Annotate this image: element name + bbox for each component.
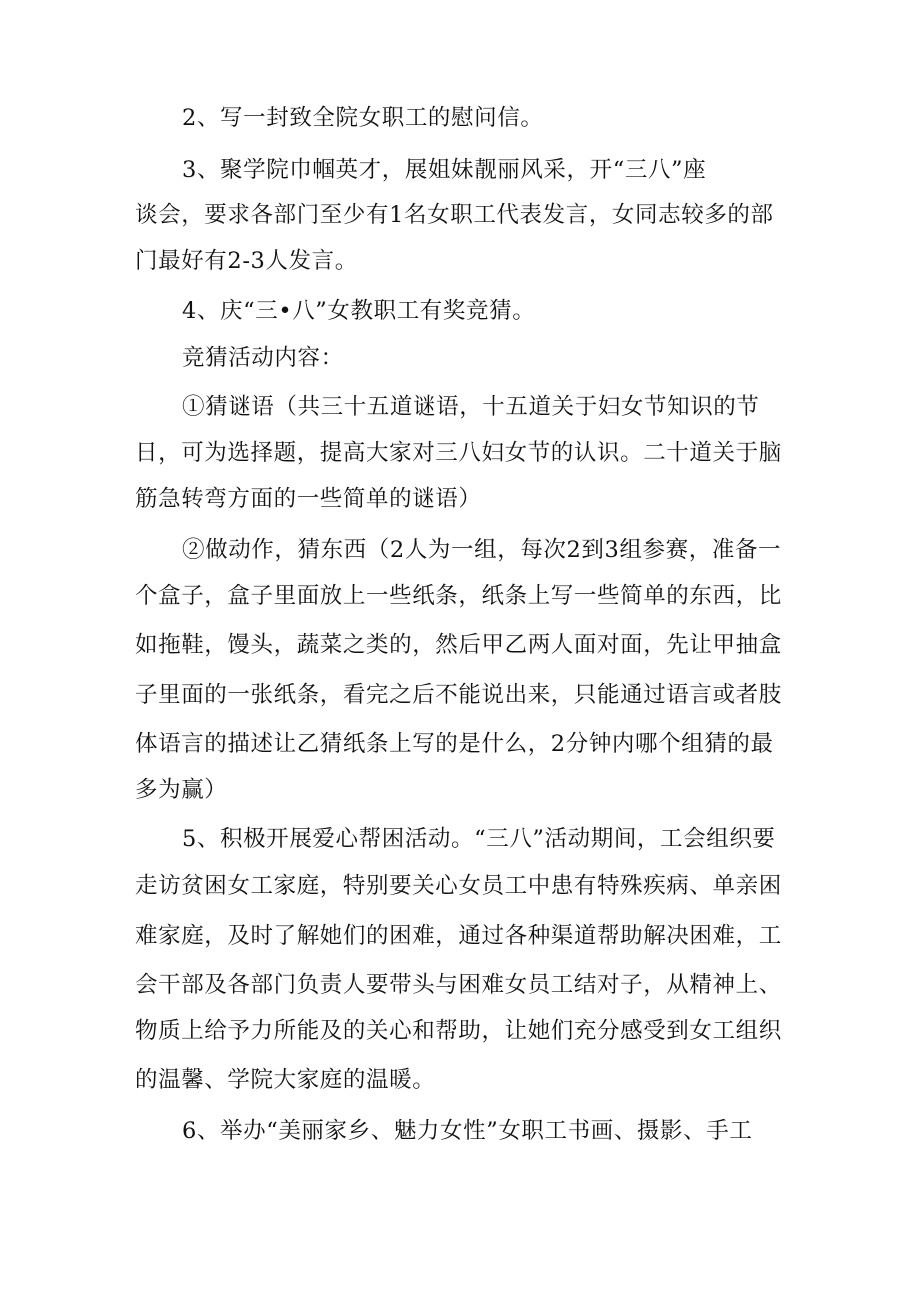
paragraph-5-line-5: 物质上给予力所能及的关心和帮助，让她们充分感受到女工组织 [135,1018,782,1044]
paragraph-4-line-1: 4、庆“三•八”女教职工有奖竞猜。 [182,298,536,324]
quiz-heading: 竞猜活动内容： [182,345,344,371]
paragraph-6-line-1: 6、举办“美丽家乡、魅力女性”女职工书画、摄影、手工 [182,1118,753,1144]
paragraph-5-line-3: 难家庭，及时了解她们的困难，通过各种渠道帮助解决困难，工 [135,923,782,949]
quiz-item-2-line-3: 如拖鞋，馒头，蔬菜之类的，然后甲乙两人面对面，先让甲抽盒 [135,632,782,658]
quiz-item-2-line-1: ②做动作，猜东西（2人为一组，每次2到3组参赛，准备一 [182,537,782,563]
paragraph-5-line-1: 5、积极开展爱心帮困活动。“三八”活动期间，工会组织要 [182,826,776,852]
paragraph-5-line-4: 会干部及各部门负责人要带头与困难女员工结对子，从精神上、 [135,972,782,998]
paragraph-3-line-1: 3、聚学院巾帼英才，展姐妹靓丽风采，开“三八”座 [182,157,707,183]
quiz-item-2-line-4: 子里面的一张纸条，看完之后不能说出来，只能通过语言或者肢 [135,682,782,708]
paragraph-5-line-6: 的温馨、学院大家庭的温暖。 [135,1067,436,1093]
paragraph-5-line-2: 走访贫困女工家庭，特别要关心女员工中患有特殊疾病、单亲困 [135,873,782,899]
paragraph-2-line-1: 2、写一封致全院女职工的慰问信。 [182,105,544,131]
quiz-item-1-line-1: ①猜谜语（共三十五道谜语，十五道关于妇女节知识的节 [182,394,760,420]
quiz-item-2-line-6: 多为赢） [135,777,228,803]
quiz-item-1-line-2: 日，可为选择题，提高大家对三八妇女节的认识。二十道关于脑 [135,440,782,466]
paragraph-3-line-2: 谈会，要求各部门至少有1名女职工代表发言，女同志较多的部 [135,202,774,228]
quiz-item-2-line-2: 个盒子，盒子里面放上一些纸条，纸条上写一些简单的东西，比 [135,583,782,609]
quiz-item-2-line-5: 体语言的描述让乙猜纸条上写的是什么，2分钟内哪个组猜的最 [135,731,774,757]
quiz-item-1-line-3: 筋急转弯方面的一些简单的谜语） [135,486,482,512]
paragraph-3-line-3: 门最好有2-3人发言。 [135,248,358,274]
